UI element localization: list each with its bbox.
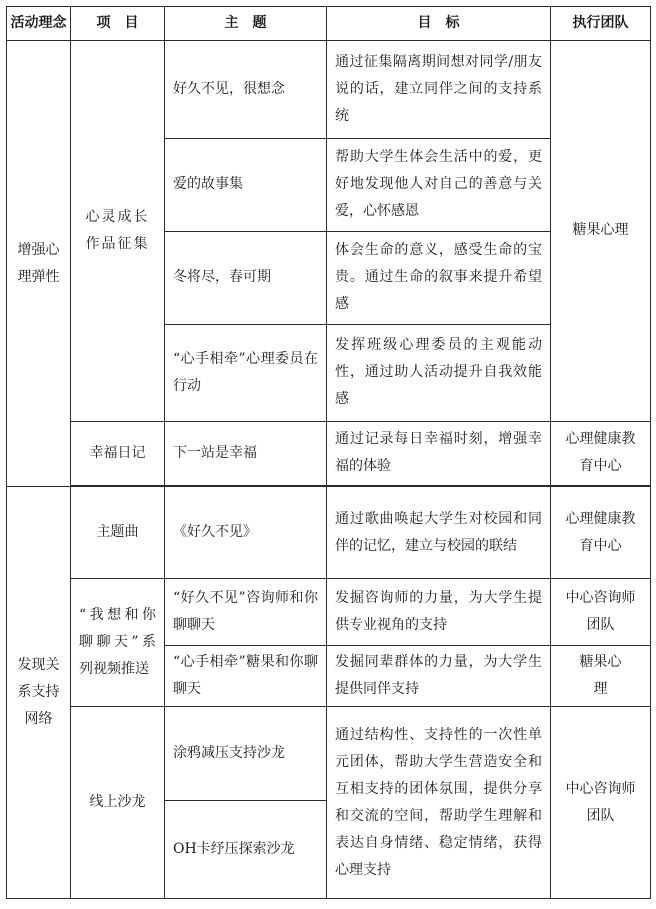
team-cell: 糖果心理 bbox=[551, 41, 651, 422]
theme-cell: 《好久不见》 bbox=[165, 487, 327, 579]
team-cell: 中心咨询师团队 bbox=[551, 578, 651, 645]
theme-cell: 爱的故事集 bbox=[165, 138, 327, 231]
activity-idea-cell: 增强心理弹性 bbox=[7, 41, 71, 487]
theme-cell: 涂鸦减压支持沙龙 bbox=[165, 707, 327, 801]
project-cell: 幸福日记 bbox=[71, 421, 165, 486]
project-cell: 主题曲 bbox=[71, 487, 165, 579]
goal-cell: 通过征集隔离期间想对同学/朋友说的话，建立同伴之间的支持系统 bbox=[327, 41, 551, 139]
theme-cell: “好久不见”咨询师和你聊聊天 bbox=[165, 578, 327, 645]
goal-cell: 帮助大学生体会生活中的爱，更好地发现他人对自己的善意与关爱，心怀感恩 bbox=[327, 138, 551, 231]
goal-cell: 发挥班级心理委员的主观能动性，通过助人活动提升自我效能感 bbox=[327, 324, 551, 421]
header-theme: 主 题 bbox=[165, 7, 327, 41]
team-cell: 中心咨询师团队 bbox=[551, 707, 651, 899]
team-cell: 心理健康教育中心 bbox=[551, 487, 651, 579]
goal-cell: 通过结构性、支持性的一次性单元团体，帮助大学生营造安全和互相支持的团体氛围，提供分享和交流的空间，帮助学生理解和表达自身情绪、稳定情绪，获得心理支持 bbox=[327, 707, 551, 899]
theme-cell: OH卡纾压探索沙龙 bbox=[165, 801, 327, 899]
table-row bbox=[7, 487, 651, 579]
project-cell: “我想和你聊聊天”系列视频推送 bbox=[71, 578, 165, 706]
goal-cell: 通过歌曲唤起大学生对校园和同伴的记忆，建立与校园的联结 bbox=[327, 487, 551, 579]
header-project: 项 目 bbox=[71, 7, 165, 41]
goal-cell: 体会生命的意义，感受生命的宝贵。通过生命的叙事来提升希望感 bbox=[327, 231, 551, 324]
team-cell: 糖果心理 bbox=[551, 645, 651, 707]
team-cell: 心理健康教育中心 bbox=[551, 421, 651, 486]
table-row bbox=[7, 421, 651, 486]
project-cell: 线上沙龙 bbox=[71, 707, 165, 899]
goal-cell: 发掘同辈群体的力量，为大学生提供同伴支持 bbox=[327, 645, 551, 707]
theme-cell: 冬将尽，春可期 bbox=[165, 231, 327, 324]
header-activity-idea: 活动理念 bbox=[7, 7, 71, 41]
table-row bbox=[7, 41, 651, 139]
goal-cell: 发掘咨询师的力量，为大学生提供专业视角的支持 bbox=[327, 578, 551, 645]
theme-cell: “心手相牵”心理委员在行动 bbox=[165, 324, 327, 421]
table-row bbox=[7, 707, 651, 801]
activity-plan-table bbox=[6, 6, 651, 899]
theme-cell: 下一站是幸福 bbox=[165, 421, 327, 486]
header-team: 执行团队 bbox=[551, 7, 651, 41]
header-goal: 目 标 bbox=[327, 7, 551, 41]
goal-cell: 通过记录每日幸福时刻，增强幸福的体验 bbox=[327, 421, 551, 486]
project-cell: 心灵成长作品征集 bbox=[71, 41, 165, 422]
theme-cell: 好久不见，很想念 bbox=[165, 41, 327, 139]
table-row bbox=[7, 578, 651, 645]
theme-cell: “心手相牵”糖果和你聊聊天 bbox=[165, 645, 327, 707]
header-row bbox=[7, 7, 651, 41]
activity-idea-cell: 发现关系支持网络 bbox=[7, 487, 71, 899]
